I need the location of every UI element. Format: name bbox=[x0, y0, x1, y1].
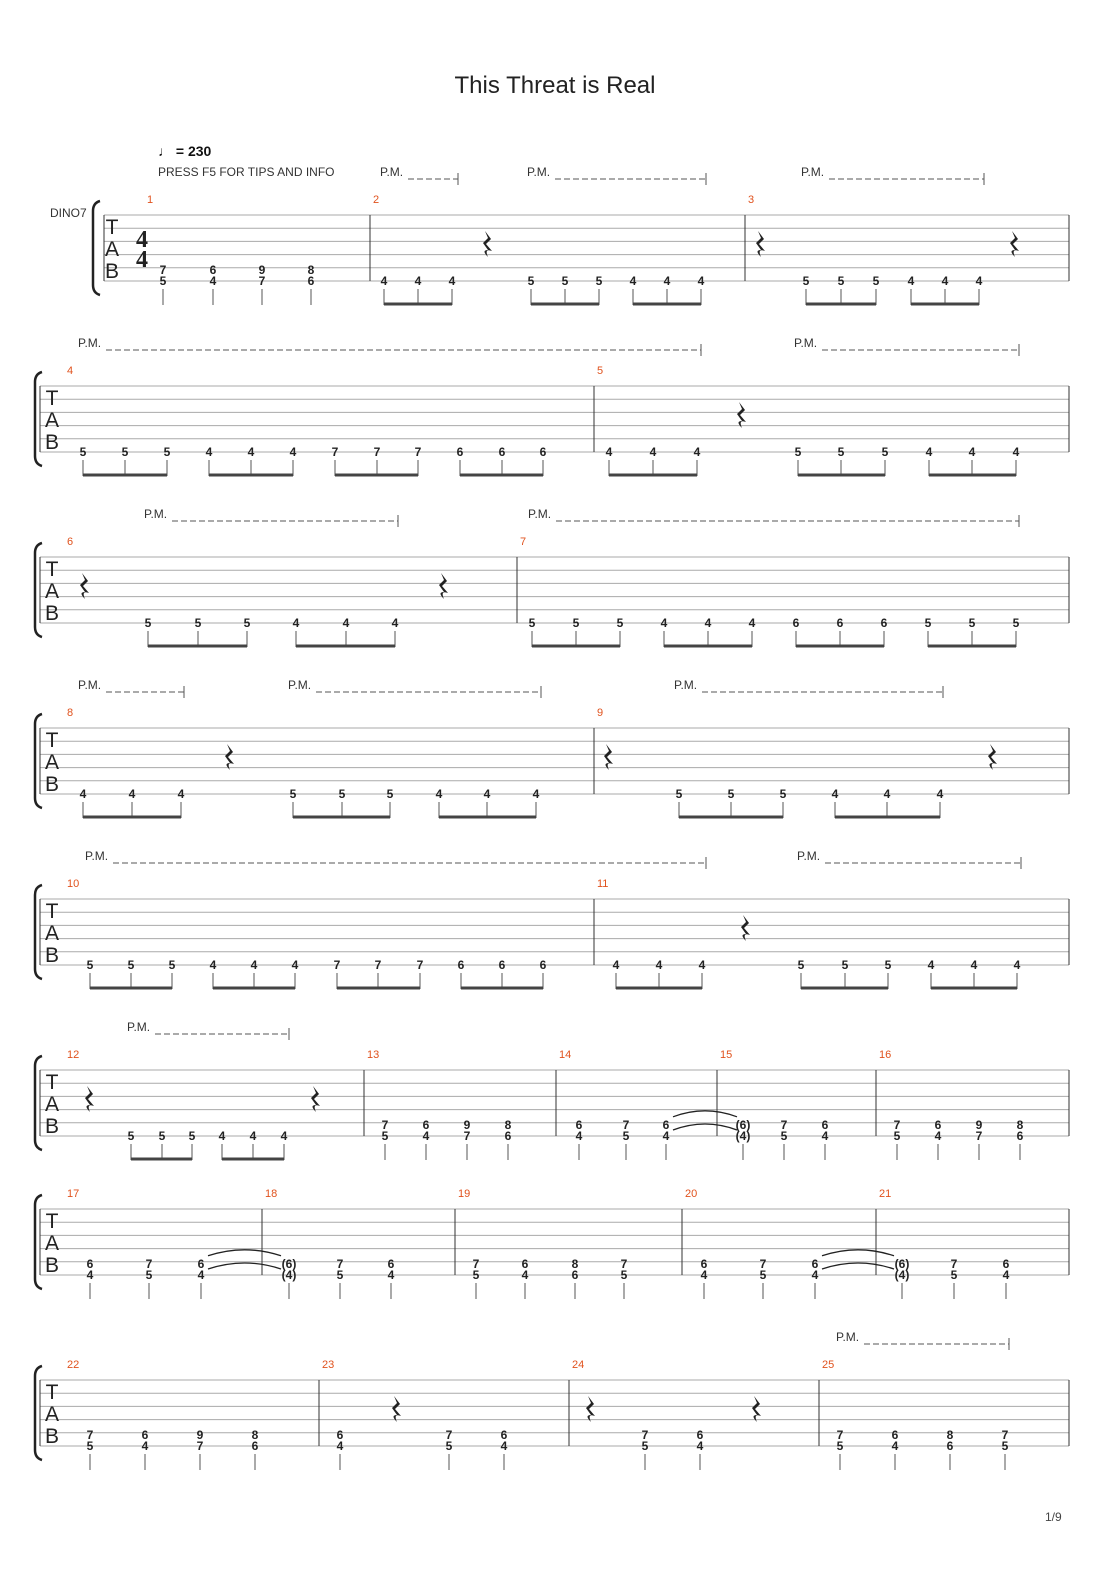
fret-number: 4 bbox=[177, 787, 185, 801]
fret-number: 6 bbox=[1002, 1256, 1010, 1271]
fret-number: 6 bbox=[521, 1256, 529, 1271]
fret-number: 5 bbox=[1001, 1439, 1009, 1453]
measure-number: 8 bbox=[67, 707, 74, 719]
fret-number: 5 bbox=[727, 787, 735, 801]
measure-number: 7 bbox=[520, 536, 527, 548]
fret-number: 5 bbox=[145, 1268, 153, 1282]
fret-number: 4 bbox=[1012, 445, 1020, 459]
fret-number: 5 bbox=[836, 1439, 844, 1453]
tab-letter: A bbox=[44, 409, 60, 432]
measure-number: 4 bbox=[67, 365, 74, 377]
fret-number: 4 bbox=[422, 1129, 430, 1143]
measure-number: 18 bbox=[265, 1188, 278, 1200]
fret-number: 4 bbox=[748, 616, 756, 630]
tie-arc bbox=[208, 1263, 281, 1269]
tab-letter: B bbox=[104, 260, 120, 283]
measure-number: 6 bbox=[67, 536, 74, 548]
fret-number: 4 bbox=[975, 274, 983, 288]
fret-number: 5 bbox=[289, 787, 297, 801]
fret-number: 5 bbox=[561, 274, 569, 288]
tie-arc bbox=[822, 1250, 894, 1256]
fret-number: 5 bbox=[675, 787, 683, 801]
fret-number: 9 bbox=[258, 262, 266, 277]
measure-number: 13 bbox=[367, 1049, 380, 1061]
fret-number: 6 bbox=[307, 274, 315, 288]
fret-number: 6 bbox=[209, 262, 217, 277]
measure-number: 12 bbox=[67, 1049, 80, 1061]
fret-number: 7 bbox=[196, 1439, 204, 1453]
fret-number: 5 bbox=[950, 1268, 958, 1282]
fret-number: 4 bbox=[209, 274, 217, 288]
fret-number: 5 bbox=[445, 1439, 453, 1453]
fret-number: 5 bbox=[528, 616, 536, 630]
fret-number: 4 bbox=[209, 958, 217, 972]
fret-number: 7 bbox=[145, 1256, 153, 1271]
fret-number: 7 bbox=[759, 1256, 767, 1271]
fret-number: 4 bbox=[934, 1129, 942, 1143]
fret-number: 6 bbox=[662, 1117, 670, 1132]
fret-number: 6 bbox=[387, 1256, 395, 1271]
fret-number: 6 bbox=[934, 1117, 942, 1132]
measure-number: 24 bbox=[572, 1359, 585, 1371]
fret-number: 5 bbox=[620, 1268, 628, 1282]
fret-number: 7 bbox=[780, 1117, 788, 1132]
fret-number: 5 bbox=[127, 958, 135, 972]
palm-mute-label: P.M. bbox=[78, 336, 102, 350]
fret-number: 6 bbox=[575, 1117, 583, 1132]
fret-number: 5 bbox=[837, 274, 845, 288]
tab-letter: T bbox=[45, 1381, 59, 1404]
fret-number: 4 bbox=[532, 787, 540, 801]
fret-number: 7 bbox=[258, 274, 266, 288]
tab-letter: T bbox=[45, 1210, 59, 1233]
tab-letter: A bbox=[44, 580, 60, 603]
fret-number: 4 bbox=[968, 445, 976, 459]
fret-number: 5 bbox=[641, 1439, 649, 1453]
quarter-rest-icon bbox=[225, 744, 234, 770]
fret-number: 4 bbox=[891, 1439, 899, 1453]
fret-number: 4 bbox=[414, 274, 422, 288]
tab-letter: T bbox=[105, 216, 119, 239]
fret-number: 5 bbox=[884, 958, 892, 972]
fret-number: 7 bbox=[416, 958, 424, 972]
tips-text: PRESS F5 FOR TIPS AND INFO bbox=[158, 165, 335, 179]
fret-number: 4 bbox=[612, 958, 620, 972]
quarter-rest-icon bbox=[80, 573, 89, 599]
fret-number: 5 bbox=[872, 274, 880, 288]
fret-number: (6) bbox=[281, 1256, 297, 1271]
fret-number: 4 bbox=[342, 616, 350, 630]
fret-number: 5 bbox=[168, 958, 176, 972]
quarter-rest-icon bbox=[85, 1086, 94, 1112]
measure-number: 5 bbox=[597, 365, 604, 377]
quarter-rest-icon bbox=[737, 402, 746, 428]
fret-number: 6 bbox=[498, 958, 506, 972]
tab-letter: A bbox=[44, 751, 60, 774]
fret-number: 4 bbox=[941, 274, 949, 288]
palm-mute-label: P.M. bbox=[144, 507, 168, 521]
fret-number: 4 bbox=[86, 1268, 94, 1282]
staff-system bbox=[35, 1330, 1069, 1470]
tie-arc bbox=[822, 1263, 894, 1269]
fret-number: (4) bbox=[894, 1268, 910, 1282]
tab-letter: T bbox=[45, 729, 59, 752]
fret-number: 5 bbox=[243, 616, 251, 630]
fret-number: 6 bbox=[498, 445, 506, 459]
fret-number: 5 bbox=[968, 616, 976, 630]
fret-number: 4 bbox=[521, 1268, 529, 1282]
tab-letter: B bbox=[44, 1115, 60, 1138]
fret-number: 4 bbox=[575, 1129, 583, 1143]
fret-number: 5 bbox=[841, 958, 849, 972]
fret-number: 5 bbox=[802, 274, 810, 288]
fret-number: 8 bbox=[946, 1427, 954, 1442]
fret-number: 5 bbox=[527, 274, 535, 288]
measure-number: 21 bbox=[879, 1188, 892, 1200]
fret-number: 7 bbox=[622, 1117, 630, 1132]
fret-number: 4 bbox=[925, 445, 933, 459]
fret-number: 4 bbox=[970, 958, 978, 972]
fret-number: 5 bbox=[158, 1129, 166, 1143]
fret-number: 7 bbox=[620, 1256, 628, 1271]
fret-number: 6 bbox=[251, 1439, 259, 1453]
measure-number: 9 bbox=[597, 707, 604, 719]
quarter-rest-icon bbox=[756, 231, 765, 257]
fret-number: 8 bbox=[1016, 1117, 1024, 1132]
measure-number: 11 bbox=[597, 878, 609, 890]
measure-number: 22 bbox=[67, 1359, 80, 1371]
quarter-rest-icon bbox=[586, 1396, 595, 1422]
staff-system bbox=[35, 1020, 1069, 1160]
fret-number: 6 bbox=[811, 1256, 819, 1271]
fret-number: 7 bbox=[893, 1117, 901, 1132]
fret-number: 6 bbox=[836, 616, 844, 630]
fret-number: 4 bbox=[289, 445, 297, 459]
fret-number: 4 bbox=[693, 445, 701, 459]
fret-number: 5 bbox=[127, 1129, 135, 1143]
fret-number: 6 bbox=[700, 1256, 708, 1271]
fret-number: 4 bbox=[811, 1268, 819, 1282]
quarter-rest-icon bbox=[483, 231, 492, 257]
fret-number: 7 bbox=[381, 1117, 389, 1132]
quarter-rest-icon bbox=[439, 573, 448, 599]
measure-number: 16 bbox=[879, 1049, 892, 1061]
fret-number: 5 bbox=[163, 445, 171, 459]
fret-number: 6 bbox=[539, 445, 547, 459]
tempo-value: = 230 bbox=[175, 143, 212, 159]
fret-number: 4 bbox=[128, 787, 136, 801]
fret-number: 9 bbox=[463, 1117, 471, 1132]
staff-system bbox=[35, 336, 1069, 476]
fret-number: 4 bbox=[336, 1439, 344, 1453]
fret-number: 5 bbox=[86, 958, 94, 972]
fret-number: 4 bbox=[660, 616, 668, 630]
palm-mute-label: P.M. bbox=[801, 165, 825, 179]
tab-letter: T bbox=[45, 900, 59, 923]
fret-number: 4 bbox=[448, 274, 456, 288]
fret-number: 6 bbox=[539, 958, 547, 972]
fret-number: 4 bbox=[205, 445, 213, 459]
fret-number: 6 bbox=[141, 1427, 149, 1442]
quarter-note-icon: ♩ bbox=[158, 143, 172, 159]
fret-number: 5 bbox=[572, 616, 580, 630]
fret-number: (4) bbox=[735, 1129, 751, 1143]
fret-number: 6 bbox=[336, 1427, 344, 1442]
fret-number: 6 bbox=[1016, 1129, 1024, 1143]
fret-number: 4 bbox=[697, 274, 705, 288]
staff-system bbox=[35, 849, 1069, 989]
tab-letter: A bbox=[44, 922, 60, 945]
palm-mute-label: P.M. bbox=[528, 507, 552, 521]
fret-number: 9 bbox=[196, 1427, 204, 1442]
measure-number: 10 bbox=[67, 878, 80, 890]
fret-number: 6 bbox=[792, 616, 800, 630]
tab-letter: B bbox=[44, 773, 60, 796]
measure-number: 14 bbox=[559, 1049, 572, 1061]
fret-number: 5 bbox=[616, 616, 624, 630]
fret-number: 4 bbox=[700, 1268, 708, 1282]
fret-number: 4 bbox=[696, 1439, 704, 1453]
palm-mute-label: P.M. bbox=[380, 165, 404, 179]
tie-arc bbox=[673, 1124, 737, 1130]
fret-number: 7 bbox=[331, 445, 339, 459]
fret-number: 7 bbox=[336, 1256, 344, 1271]
fret-number: 5 bbox=[194, 616, 202, 630]
quarter-rest-icon bbox=[741, 915, 750, 941]
quarter-rest-icon bbox=[988, 744, 997, 770]
fret-number: 6 bbox=[197, 1256, 205, 1271]
tab-letter: T bbox=[45, 387, 59, 410]
fret-number: 6 bbox=[946, 1439, 954, 1453]
fret-number: 7 bbox=[836, 1427, 844, 1442]
fret-number: 7 bbox=[159, 262, 167, 277]
staff-system bbox=[93, 165, 1069, 305]
palm-mute-label: P.M. bbox=[674, 678, 698, 692]
fret-number: 4 bbox=[883, 787, 891, 801]
fret-number: 4 bbox=[250, 958, 258, 972]
fret-number: 4 bbox=[249, 1129, 257, 1143]
fret-number: 4 bbox=[197, 1268, 205, 1282]
fret-number: 4 bbox=[704, 616, 712, 630]
fret-number: 5 bbox=[336, 1268, 344, 1282]
fret-number: 4 bbox=[936, 787, 944, 801]
measure-number: 15 bbox=[720, 1049, 733, 1061]
quarter-rest-icon bbox=[311, 1086, 320, 1112]
palm-mute-label: P.M. bbox=[836, 1330, 860, 1344]
tab-letter: A bbox=[44, 1403, 60, 1426]
fret-number: 5 bbox=[472, 1268, 480, 1282]
fret-number: 5 bbox=[780, 1129, 788, 1143]
fret-number: 4 bbox=[662, 1129, 670, 1143]
tab-letter: A bbox=[104, 238, 120, 261]
fret-number: 7 bbox=[975, 1129, 983, 1143]
measure-number: 1 bbox=[147, 194, 154, 206]
fret-number: 7 bbox=[414, 445, 422, 459]
fret-number: 5 bbox=[188, 1129, 196, 1143]
fret-number: 4 bbox=[831, 787, 839, 801]
fret-number: 4 bbox=[483, 787, 491, 801]
fret-number: 5 bbox=[121, 445, 129, 459]
fret-number: 8 bbox=[251, 1427, 259, 1442]
fret-number: 5 bbox=[79, 445, 87, 459]
quarter-rest-icon bbox=[392, 1396, 401, 1422]
fret-number: 5 bbox=[881, 445, 889, 459]
tab-letter: T bbox=[45, 1071, 59, 1094]
fret-number: 5 bbox=[837, 445, 845, 459]
fret-number: 7 bbox=[950, 1256, 958, 1271]
fret-number: 7 bbox=[463, 1129, 471, 1143]
fret-number: 4 bbox=[821, 1129, 829, 1143]
fret-number: 6 bbox=[422, 1117, 430, 1132]
fret-number: 4 bbox=[218, 1129, 226, 1143]
fret-number: 6 bbox=[891, 1427, 899, 1442]
measure-number: 20 bbox=[685, 1188, 698, 1200]
fret-number: 5 bbox=[622, 1129, 630, 1143]
time-signature-top: 4 bbox=[136, 227, 148, 253]
measure-number: 23 bbox=[322, 1359, 335, 1371]
palm-mute-label: P.M. bbox=[85, 849, 109, 863]
fret-number: 7 bbox=[86, 1427, 94, 1442]
palm-mute-label: P.M. bbox=[527, 165, 551, 179]
system-bracket bbox=[93, 201, 100, 295]
fret-number: 8 bbox=[504, 1117, 512, 1132]
fret-number: 6 bbox=[500, 1427, 508, 1442]
track-name: DINO7 bbox=[50, 206, 87, 220]
fret-number: 7 bbox=[373, 445, 381, 459]
measure-number: 2 bbox=[373, 194, 380, 206]
tab-letter: A bbox=[44, 1232, 60, 1255]
measure-number: 17 bbox=[67, 1188, 80, 1200]
tab-letter: B bbox=[44, 1254, 60, 1277]
measure-number: 19 bbox=[458, 1188, 471, 1200]
fret-number: 6 bbox=[821, 1117, 829, 1132]
fret-number: 9 bbox=[975, 1117, 983, 1132]
page-number: 1/9 bbox=[1045, 1510, 1062, 1524]
fret-number: 6 bbox=[880, 616, 888, 630]
fret-number: 5 bbox=[595, 274, 603, 288]
palm-mute-label: P.M. bbox=[78, 678, 102, 692]
fret-number: 4 bbox=[247, 445, 255, 459]
fret-number: 4 bbox=[280, 1129, 288, 1143]
quarter-rest-icon bbox=[1010, 231, 1019, 257]
fret-number: 6 bbox=[504, 1129, 512, 1143]
fret-number: 4 bbox=[1002, 1268, 1010, 1282]
fret-number: 8 bbox=[307, 262, 315, 277]
palm-mute-label: P.M. bbox=[288, 678, 312, 692]
fret-number: 6 bbox=[571, 1268, 579, 1282]
quarter-rest-icon bbox=[752, 1396, 761, 1422]
palm-mute-label: P.M. bbox=[794, 336, 818, 350]
tab-letter: B bbox=[44, 1425, 60, 1448]
fret-number: 5 bbox=[381, 1129, 389, 1143]
fret-number: 4 bbox=[79, 787, 87, 801]
tab-letter: A bbox=[44, 1093, 60, 1116]
fret-number: 4 bbox=[141, 1439, 149, 1453]
fret-number: 4 bbox=[435, 787, 443, 801]
fret-number: 4 bbox=[649, 445, 657, 459]
staff-system bbox=[35, 678, 1069, 818]
tie-arc bbox=[208, 1250, 281, 1256]
tie-arc bbox=[673, 1111, 737, 1117]
fret-number: 7 bbox=[472, 1256, 480, 1271]
fret-number: 4 bbox=[907, 274, 915, 288]
fret-number: 4 bbox=[292, 616, 300, 630]
tab-letter: B bbox=[44, 602, 60, 625]
measure-number: 3 bbox=[748, 194, 755, 206]
fret-number: 4 bbox=[605, 445, 613, 459]
fret-number: 4 bbox=[927, 958, 935, 972]
tab-letter: T bbox=[45, 558, 59, 581]
fret-number: 5 bbox=[779, 787, 787, 801]
fret-number: 7 bbox=[641, 1427, 649, 1442]
fret-number: (6) bbox=[735, 1117, 751, 1132]
fret-number: 5 bbox=[924, 616, 932, 630]
fret-number: 5 bbox=[86, 1439, 94, 1453]
fret-number: 4 bbox=[380, 274, 388, 288]
fret-number: 4 bbox=[629, 274, 637, 288]
fret-number: 5 bbox=[893, 1129, 901, 1143]
fret-number: 7 bbox=[445, 1427, 453, 1442]
fret-number: 6 bbox=[456, 445, 464, 459]
fret-number: 5 bbox=[1012, 616, 1020, 630]
quarter-rest-icon bbox=[604, 744, 613, 770]
fret-number: 5 bbox=[144, 616, 152, 630]
fret-number: 4 bbox=[500, 1439, 508, 1453]
fret-number: 5 bbox=[797, 958, 805, 972]
palm-mute-label: P.M. bbox=[797, 849, 821, 863]
song-title: This Threat is Real bbox=[454, 72, 656, 99]
fret-number: 5 bbox=[338, 787, 346, 801]
staff-system bbox=[35, 507, 1069, 647]
palm-mute-label: P.M. bbox=[127, 1020, 151, 1034]
fret-number: 7 bbox=[1001, 1427, 1009, 1442]
fret-number: 8 bbox=[571, 1256, 579, 1271]
fret-number: 4 bbox=[1013, 958, 1021, 972]
fret-number: 4 bbox=[391, 616, 399, 630]
tab-letter: B bbox=[44, 431, 60, 454]
tab-letter: B bbox=[44, 944, 60, 967]
fret-number: 4 bbox=[698, 958, 706, 972]
fret-number: 6 bbox=[457, 958, 465, 972]
fret-number: (6) bbox=[894, 1256, 910, 1271]
fret-number: 4 bbox=[663, 274, 671, 288]
staff-system bbox=[35, 1188, 1069, 1299]
fret-number: 4 bbox=[655, 958, 663, 972]
fret-number: (4) bbox=[281, 1268, 297, 1282]
fret-number: 5 bbox=[386, 787, 394, 801]
fret-number: 7 bbox=[333, 958, 341, 972]
time-signature-bottom: 4 bbox=[136, 247, 148, 273]
fret-number: 5 bbox=[759, 1268, 767, 1282]
fret-number: 6 bbox=[86, 1256, 94, 1271]
fret-number: 6 bbox=[696, 1427, 704, 1442]
fret-number: 4 bbox=[291, 958, 299, 972]
fret-number: 4 bbox=[387, 1268, 395, 1282]
fret-number: 5 bbox=[159, 274, 167, 288]
fret-number: 7 bbox=[374, 958, 382, 972]
fret-number: 5 bbox=[794, 445, 802, 459]
measure-number: 25 bbox=[822, 1359, 835, 1371]
